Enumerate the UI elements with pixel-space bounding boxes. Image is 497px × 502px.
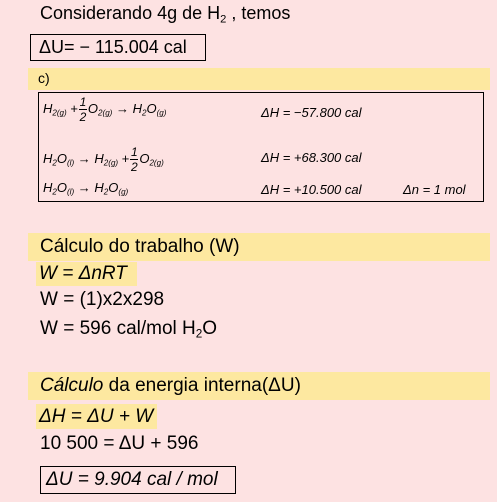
work-formula: W = ΔnRT bbox=[36, 262, 137, 286]
r1-num: 1 bbox=[79, 95, 87, 109]
result-du-box bbox=[30, 34, 206, 61]
r2-num: 1 bbox=[130, 145, 138, 159]
internal-heading-rest: da energia interna(ΔU) bbox=[103, 375, 301, 396]
r2-rhs-h-sub: 2(g) bbox=[103, 158, 119, 168]
r1-arrow: → bbox=[115, 100, 129, 116]
reaction-1 bbox=[43, 96, 166, 123]
work-step-2-sub: 2 bbox=[195, 327, 203, 341]
reactions-box bbox=[38, 92, 484, 202]
r2-h: H bbox=[43, 150, 53, 166]
internal-result: ΔU = 9.904 cal / mol bbox=[46, 469, 218, 490]
r3-h: H bbox=[43, 180, 53, 195]
work-step-1: W = (1)x2x298 bbox=[40, 289, 165, 310]
intro-text bbox=[40, 3, 290, 24]
r1-o: O bbox=[87, 100, 99, 116]
reaction-2 bbox=[43, 146, 164, 173]
r2-h-sub: 2 bbox=[52, 158, 57, 168]
r1-h-sub: 2(g) bbox=[52, 108, 67, 118]
r2-rhs-h: H bbox=[94, 150, 104, 166]
r3-arrow: → bbox=[77, 180, 91, 195]
r1-h: H bbox=[43, 100, 53, 116]
r2-arrow: → bbox=[77, 150, 91, 166]
reaction-3 bbox=[43, 180, 128, 195]
intro-subscript: 2 bbox=[220, 13, 227, 26]
r1-rhs-sub1: 2 bbox=[142, 108, 147, 118]
intro-text-main: Considerando 4g de H bbox=[40, 3, 221, 23]
r1-rhs-sub2: (g) bbox=[156, 108, 167, 118]
r2-fraction bbox=[130, 146, 138, 173]
internal-step-1: 10 500 = ΔU + 596 bbox=[40, 433, 199, 454]
r2-rhs-o-sub: 2(g) bbox=[149, 158, 164, 168]
r1-fraction bbox=[79, 96, 87, 123]
r3-o-sub: (l) bbox=[67, 187, 75, 197]
section-c-bar bbox=[28, 68, 490, 90]
work-step-2-tail: O bbox=[202, 318, 218, 339]
section-c-label: c) bbox=[38, 70, 50, 86]
internal-heading bbox=[40, 375, 301, 397]
r3-h-sub: 2 bbox=[52, 187, 57, 197]
reaction-3-dn: Δn = 1 mol bbox=[403, 182, 466, 197]
r3-rhs-sub1: 2 bbox=[103, 187, 109, 197]
work-step-2 bbox=[40, 318, 217, 340]
internal-result-box bbox=[40, 466, 236, 494]
reaction-2-dh: ΔH = +68.300 cal bbox=[261, 150, 362, 165]
r2-den: 2 bbox=[130, 160, 138, 174]
reaction-3-dh: ΔH = +10.500 cal bbox=[261, 182, 362, 197]
r3-rhs-o: O bbox=[108, 180, 119, 195]
work-heading: Cálculo do trabalho (W) bbox=[40, 236, 240, 257]
internal-formula: ΔH = ΔU + W bbox=[36, 404, 157, 429]
r2-o: O bbox=[56, 150, 67, 166]
r1-den: 2 bbox=[79, 110, 87, 124]
r1-o-sub: 2(g) bbox=[98, 108, 113, 118]
r2-rhs-o: O bbox=[139, 150, 150, 166]
work-heading-bar bbox=[28, 233, 490, 261]
reaction-1-dh: ΔH = −57.800 cal bbox=[261, 105, 362, 120]
r2-o-sub: (l) bbox=[67, 158, 75, 168]
r3-rhs-h: H bbox=[94, 180, 104, 195]
internal-heading-italic: Cálculo bbox=[40, 375, 104, 396]
r1-rhs-h: H bbox=[132, 100, 142, 116]
r3-o: O bbox=[56, 180, 67, 195]
internal-heading-bar bbox=[28, 372, 490, 400]
r1-rhs-o: O bbox=[146, 100, 157, 116]
r1-plus: + bbox=[70, 100, 78, 116]
result-du-text: ΔU= − 115.004 cal bbox=[39, 37, 187, 57]
r3-rhs-sub2: (g) bbox=[118, 187, 129, 197]
intro-text-tail: , temos bbox=[226, 3, 291, 23]
r2-plus: + bbox=[121, 150, 130, 166]
work-step-2-main: W = 596 cal/mol H bbox=[40, 318, 196, 339]
